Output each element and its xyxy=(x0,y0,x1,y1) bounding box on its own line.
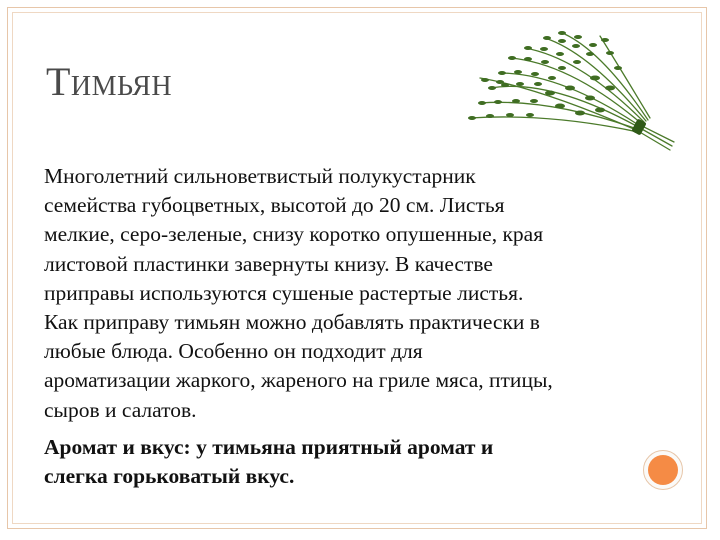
description-line: ароматизации жаркого, жареного на гриле мяса, птицы, xyxy=(44,368,553,393)
description-line: листовой пластинки завернуты книзу. В качестве xyxy=(44,251,493,276)
aroma-line: слегка горьковатый вкус. xyxy=(44,464,295,489)
description-line: Многолетний сильноветвистый полукустарник xyxy=(44,164,476,188)
decorative-dot xyxy=(648,455,678,485)
description-line: приправы используются сушеные растертые листья. xyxy=(44,280,524,305)
description-line: мелкие, серо-зеленые, снизу коротко опушенные, края xyxy=(44,222,544,247)
description-line: сыров и салатов. xyxy=(44,397,197,422)
slide-title: Тимьян xyxy=(46,59,173,104)
thyme-bunch-image xyxy=(450,18,680,158)
description-text xyxy=(44,162,644,491)
description-line: Как приправу тимьян можно добавлять практически в xyxy=(44,310,540,335)
aroma-line: Аромат и вкус: у тимьяна приятный аромат и xyxy=(44,434,494,459)
description-line: любые блюда. Особенно он подходит для xyxy=(44,339,423,364)
description-line: семейства губоцветных, высотой до 20 см. Листья xyxy=(44,193,505,218)
